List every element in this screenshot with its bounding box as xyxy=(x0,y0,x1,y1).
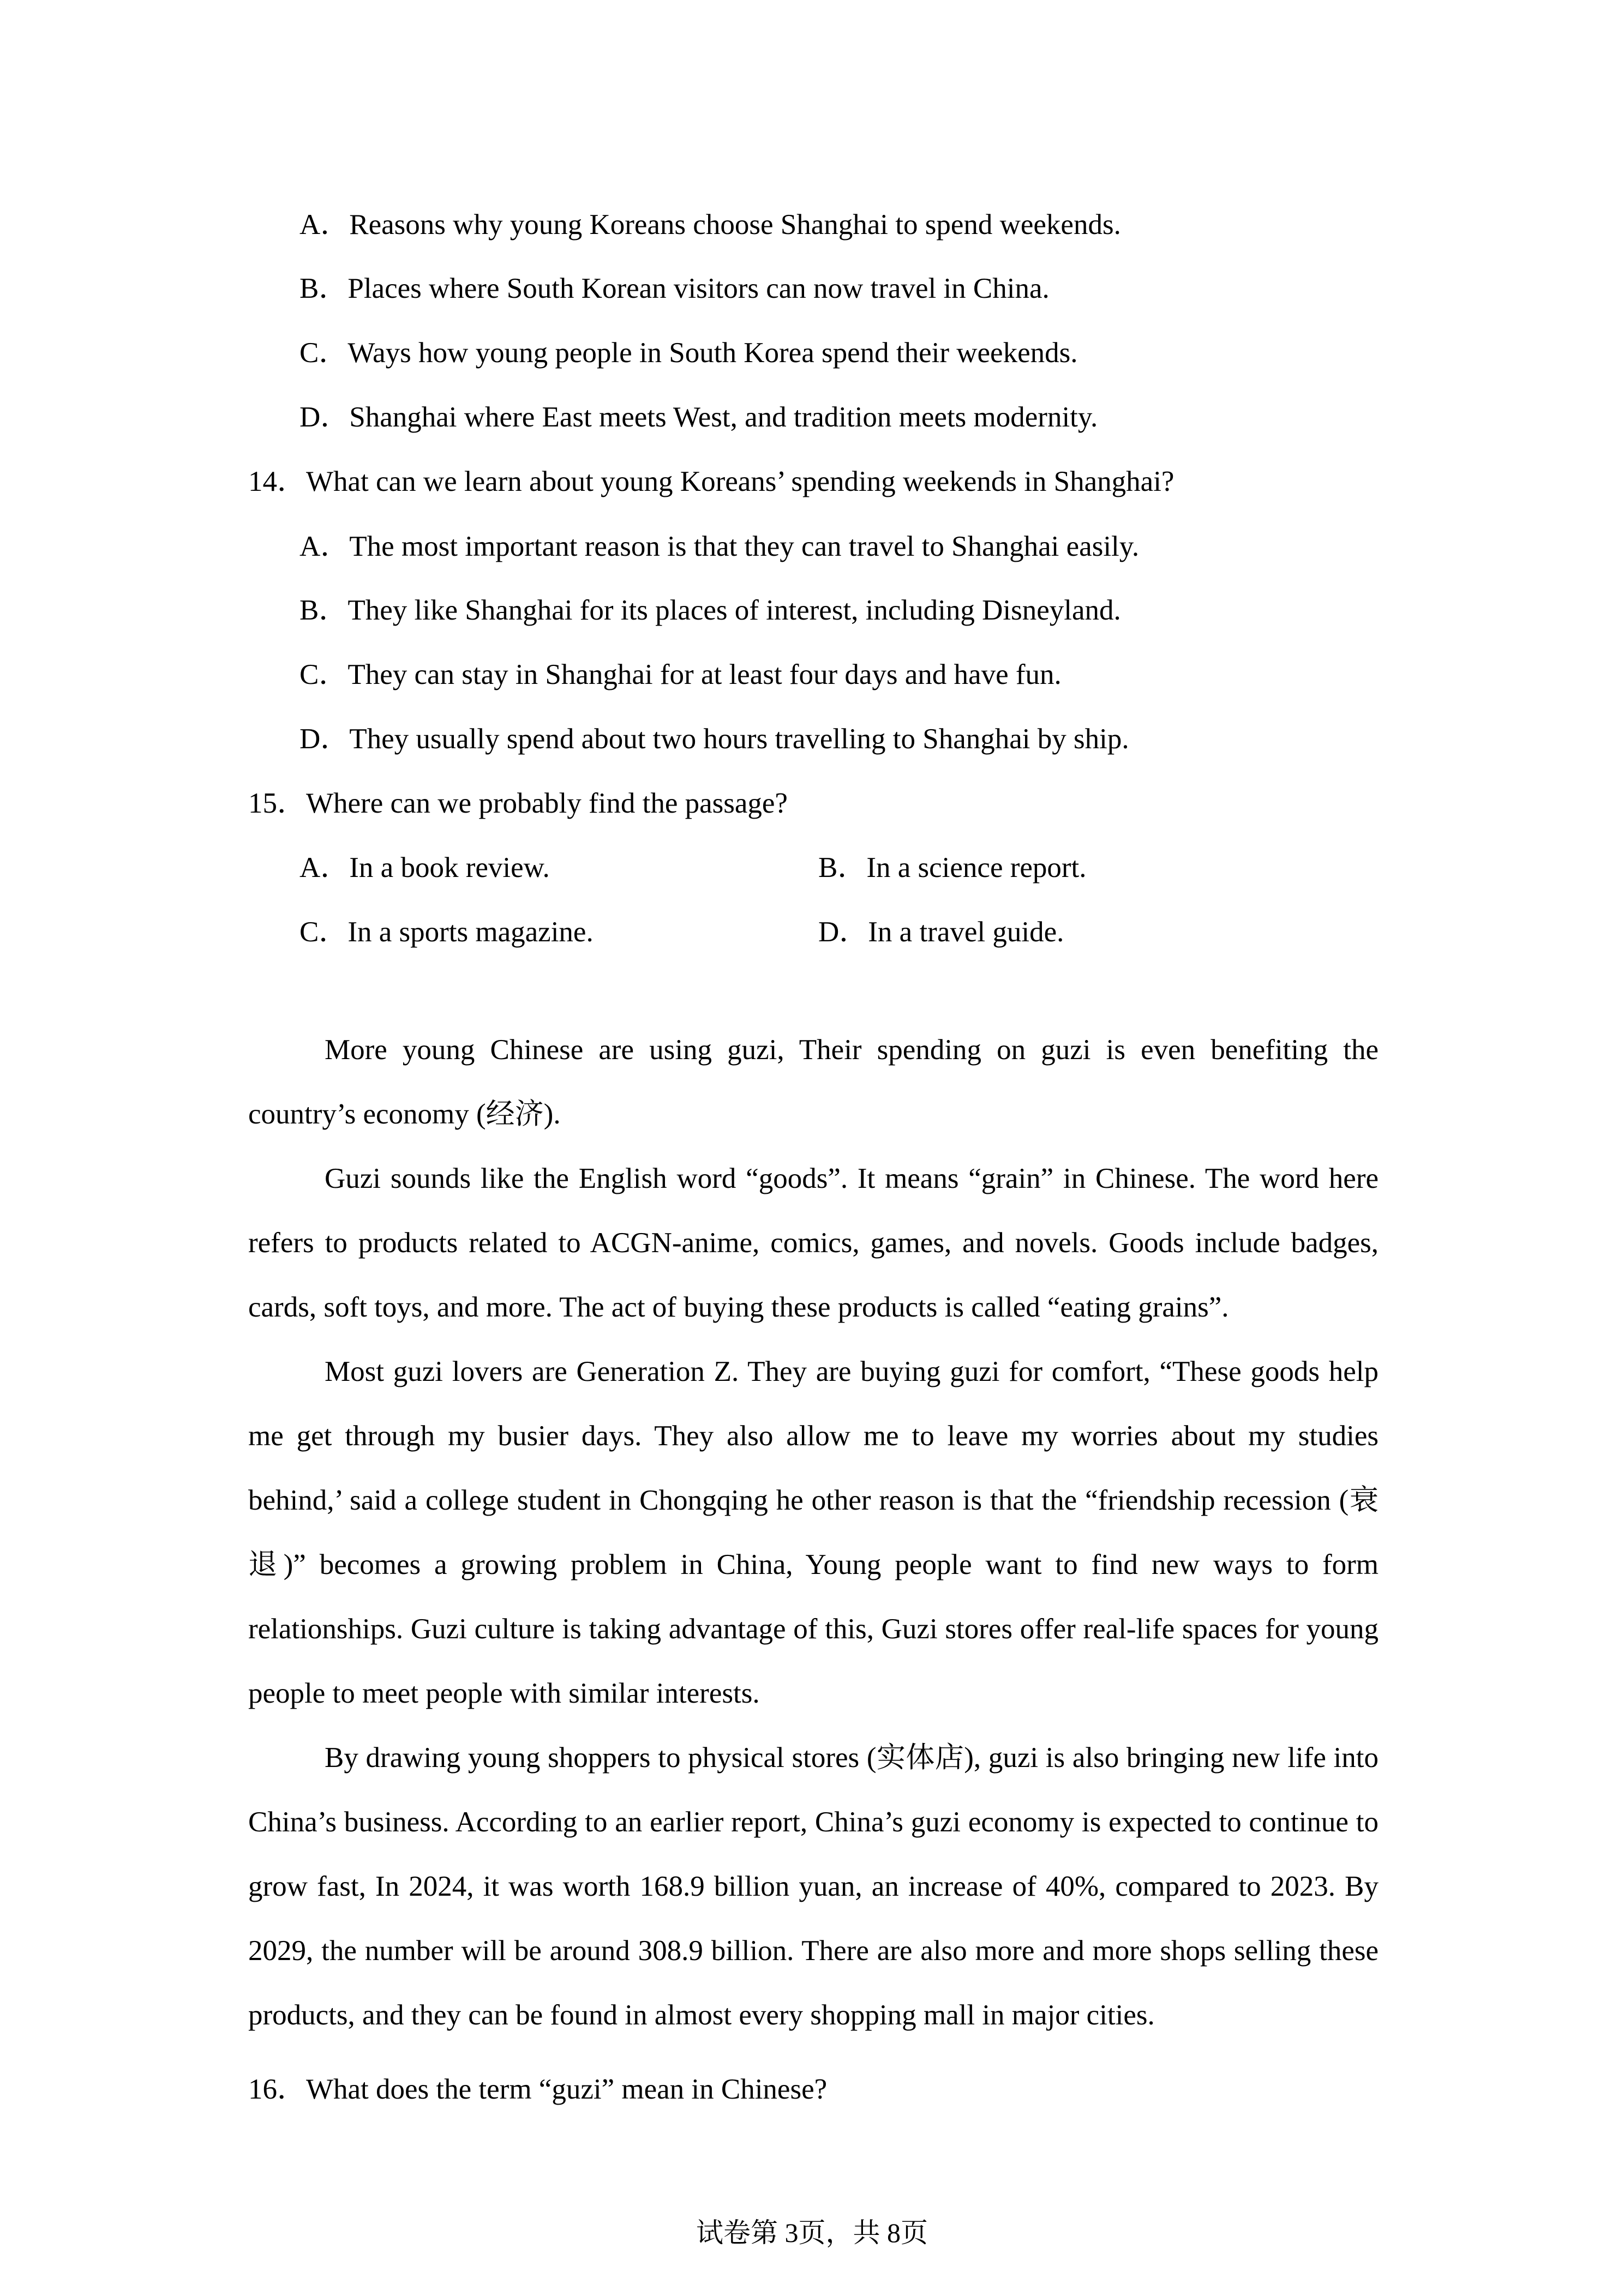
passage-paragraph-3: Most guzi lovers are Generation Z. They are buying guzi for comfort, “These goods help me get through my busier days. They also allow me to leave my worries about my studies behind,’ said a college student in Chongqing he other reason is that the “friendship recession (衰退)” becomes a growing problem in China, Young people want to find new ways to form relationships. Guzi culture is taking advantage of this, Guzi stores offer real-life spaces for young people to meet people with similar interests. xyxy=(248,1356,1379,1709)
passage-paragraph-1: More young Chinese are using guzi, Their spending on guzi is even benefiting the country’s economy (经济). xyxy=(248,1034,1379,1130)
option-letter: A． xyxy=(299,209,350,241)
option-letter: D． xyxy=(299,401,350,433)
option-letter: A． xyxy=(299,531,350,562)
q15-option-d xyxy=(818,915,1064,949)
q15-option-b xyxy=(818,850,1087,885)
passage-paragraph-2: Guzi sounds like the English word “goods”. It means “grain” in Chinese. The word here refers to products related to ACGN-anime, comics, games, and novels. Goods include badges, cards, soft toys, and more. The act of buying these products is called “eating grains”. xyxy=(248,1163,1379,1323)
option-text: Ways how young people in South Korea spend their weekends. xyxy=(347,337,1078,369)
passage-paragraph-4: By drawing young shoppers to physical stores (实体店), guzi is also bringing new life into China’s business. According to an earlier report, China’s guzi economy is expected to continue to grow fast, In 2024, it was worth 168.9 billion yuan, an increase of 40%, compared to 2023. By 2029, the number will be around 308.9 billion. There are also more and more shops selling these products, and they can be found in almost every shopping mall in major cities. xyxy=(248,1742,1379,2031)
q14-option-d xyxy=(299,722,1129,756)
q13-option-a xyxy=(299,207,1121,242)
question-text: What can we learn about young Koreans’ spending weekends in Shanghai? xyxy=(306,466,1174,497)
q16-stem xyxy=(248,2072,827,2107)
option-letter: D． xyxy=(818,916,868,948)
option-text: In a travel guide. xyxy=(868,916,1064,948)
option-text: In a sports magazine. xyxy=(347,916,594,948)
q14-option-c xyxy=(299,657,1062,692)
option-text: In a science report. xyxy=(866,852,1087,883)
option-text: In a book review. xyxy=(349,852,550,883)
question-text: Where can we probably find the passage? xyxy=(306,788,788,819)
option-text: The most important reason is that they can travel to Shanghai easily. xyxy=(349,531,1140,562)
option-letter: B． xyxy=(299,273,348,304)
option-letter: C． xyxy=(299,916,348,948)
q13-option-d xyxy=(299,400,1098,435)
q14-option-b xyxy=(299,593,1121,628)
q14-option-a xyxy=(299,529,1139,564)
question-text: What does the term “guzi” mean in Chinese? xyxy=(306,2073,828,2105)
option-letter: B． xyxy=(299,594,348,626)
option-text: They can stay in Shanghai for at least four days and have fun. xyxy=(347,659,1062,690)
option-text: They like Shanghai for its places of interest, including Disneyland. xyxy=(347,594,1121,626)
option-letter: B． xyxy=(818,852,867,883)
option-text: They usually spend about two hours travelling to Shanghai by ship. xyxy=(349,723,1129,755)
option-text: Shanghai where East meets West, and tradition meets modernity. xyxy=(349,401,1098,433)
question-number: 14． xyxy=(248,466,306,497)
q13-option-b xyxy=(299,271,1050,306)
q15-stem xyxy=(248,786,788,821)
option-letter: D． xyxy=(299,723,350,755)
q15-option-c xyxy=(299,915,594,949)
q13-option-c xyxy=(299,335,1077,370)
option-letter: C． xyxy=(299,337,348,369)
page-footer: 试卷第 3页，共 8页 xyxy=(696,2217,928,2248)
option-text: Reasons why young Koreans choose Shanghai to spend weekends. xyxy=(349,209,1121,241)
option-letter: A． xyxy=(299,852,350,883)
option-letter: C． xyxy=(299,659,348,690)
question-number: 16． xyxy=(248,2073,306,2105)
question-number: 15． xyxy=(248,788,306,819)
q15-option-a xyxy=(299,850,550,885)
option-text: Places where South Korean visitors can now travel in China. xyxy=(347,273,1050,304)
q14-stem xyxy=(248,464,1174,499)
